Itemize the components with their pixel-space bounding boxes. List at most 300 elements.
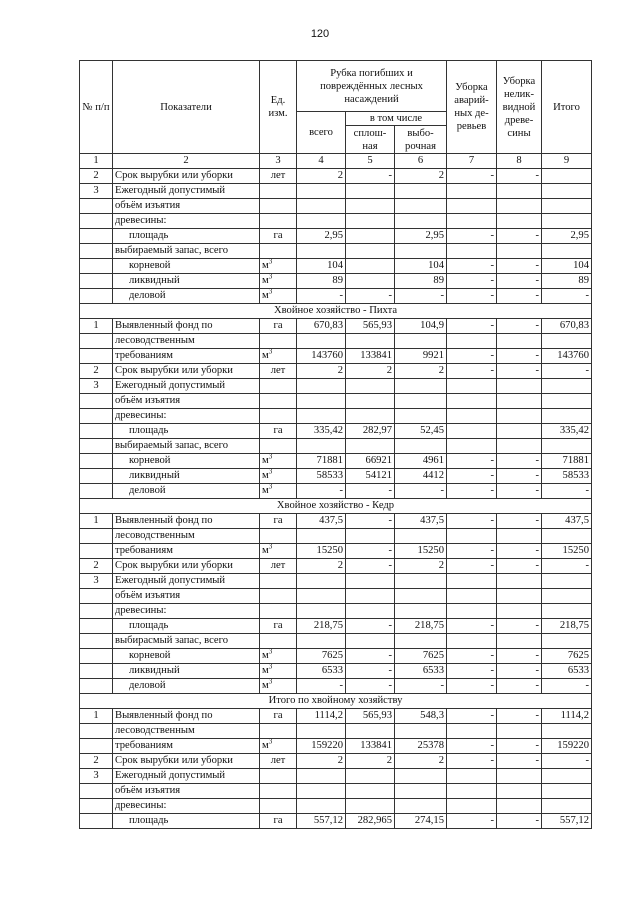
value-cell: 670,83 bbox=[542, 319, 592, 334]
value-cell: 7625 bbox=[395, 649, 447, 664]
indicator-cell: древесины: bbox=[113, 409, 260, 424]
value-cell bbox=[542, 394, 592, 409]
table-row bbox=[80, 469, 592, 484]
value-cell: - bbox=[497, 679, 542, 694]
value-cell: 437,5 bbox=[395, 514, 447, 529]
value-cell bbox=[297, 574, 346, 589]
unit-cell: лет bbox=[260, 754, 297, 769]
value-cell: 15250 bbox=[395, 544, 447, 559]
forest-harvest-table bbox=[79, 60, 592, 829]
value-cell: - bbox=[447, 619, 497, 634]
value-cell: 2,95 bbox=[297, 229, 346, 244]
value-cell: - bbox=[395, 679, 447, 694]
value-cell: - bbox=[497, 619, 542, 634]
indicator-cell: объём изъятия bbox=[113, 199, 260, 214]
value-cell bbox=[542, 379, 592, 394]
row-number-cell bbox=[80, 664, 113, 679]
unit-cell: га bbox=[260, 424, 297, 439]
value-cell bbox=[395, 529, 447, 544]
indicator-cell: требованиям bbox=[113, 544, 260, 559]
value-cell: 89 bbox=[542, 274, 592, 289]
table-row bbox=[80, 724, 592, 739]
value-cell bbox=[395, 214, 447, 229]
indicator-cell: Срок вырубки или уборки bbox=[113, 559, 260, 574]
unit-cell bbox=[260, 199, 297, 214]
value-cell: - bbox=[447, 229, 497, 244]
indicator-cell: Ежегодный допустимый bbox=[113, 184, 260, 199]
value-cell: - bbox=[497, 664, 542, 679]
value-cell bbox=[346, 409, 395, 424]
unit-cell bbox=[260, 724, 297, 739]
row-number-cell bbox=[80, 214, 113, 229]
value-cell: 557,12 bbox=[542, 814, 592, 829]
table-row bbox=[80, 274, 592, 289]
value-cell bbox=[497, 769, 542, 784]
value-cell bbox=[346, 244, 395, 259]
value-cell: 2 bbox=[395, 364, 447, 379]
value-cell: - bbox=[497, 229, 542, 244]
indicator-cell: лесоводственным bbox=[113, 334, 260, 349]
value-cell bbox=[497, 199, 542, 214]
value-cell: - bbox=[497, 349, 542, 364]
unit-cell bbox=[260, 664, 297, 679]
value-cell bbox=[395, 439, 447, 454]
unit-cell: га bbox=[260, 229, 297, 244]
unit-cell bbox=[260, 679, 297, 694]
value-cell bbox=[542, 244, 592, 259]
value-cell bbox=[447, 214, 497, 229]
value-cell: - bbox=[447, 319, 497, 334]
header-num: № п/п bbox=[80, 61, 113, 154]
value-cell: 143760 bbox=[542, 349, 592, 364]
value-cell bbox=[497, 799, 542, 814]
unit-cell: лет bbox=[260, 364, 297, 379]
unit-cell bbox=[260, 469, 297, 484]
value-cell: - bbox=[447, 469, 497, 484]
value-cell bbox=[497, 334, 542, 349]
value-cell bbox=[346, 334, 395, 349]
header-emergency: Уборка аварий- ных де- ревьев bbox=[447, 61, 497, 154]
value-cell: - bbox=[497, 169, 542, 184]
unit-cell bbox=[260, 409, 297, 424]
indicator-cell: Срок вырубки или уборки bbox=[113, 754, 260, 769]
row-number-cell bbox=[80, 529, 113, 544]
value-cell bbox=[447, 379, 497, 394]
value-cell bbox=[297, 529, 346, 544]
row-number-cell bbox=[80, 229, 113, 244]
value-cell: 282,97 bbox=[346, 424, 395, 439]
value-cell bbox=[542, 769, 592, 784]
value-cell: - bbox=[497, 754, 542, 769]
value-cell: - bbox=[497, 814, 542, 829]
unit-cell: га bbox=[260, 709, 297, 724]
unit-cell bbox=[260, 544, 297, 559]
table-row bbox=[80, 739, 592, 754]
unit-cell bbox=[260, 274, 297, 289]
value-cell: 71881 bbox=[542, 454, 592, 469]
indicator-cell: выбираемый запас, всего bbox=[113, 439, 260, 454]
unit-cell bbox=[260, 214, 297, 229]
indicator-cell: объём изъятия bbox=[113, 589, 260, 604]
value-cell: 335,42 bbox=[542, 424, 592, 439]
value-cell bbox=[346, 634, 395, 649]
value-cell bbox=[346, 724, 395, 739]
row-number-cell bbox=[80, 544, 113, 559]
table-row bbox=[80, 379, 592, 394]
row-number-cell bbox=[80, 589, 113, 604]
unit-m: м bbox=[262, 665, 269, 676]
page-number: 120 bbox=[310, 28, 330, 40]
indicator-cell: корневой bbox=[113, 454, 260, 469]
value-cell bbox=[395, 784, 447, 799]
value-cell bbox=[346, 769, 395, 784]
value-cell: - bbox=[542, 559, 592, 574]
unit-cell bbox=[260, 349, 297, 364]
table-row bbox=[80, 424, 592, 439]
row-number-cell: 2 bbox=[80, 754, 113, 769]
value-cell bbox=[447, 589, 497, 604]
value-cell bbox=[395, 769, 447, 784]
value-cell: 2 bbox=[395, 559, 447, 574]
value-cell bbox=[447, 424, 497, 439]
value-cell: 565,93 bbox=[346, 319, 395, 334]
row-number-cell: 2 bbox=[80, 559, 113, 574]
value-cell: 159220 bbox=[542, 739, 592, 754]
unit-cube: 3 bbox=[268, 663, 273, 671]
value-cell: 2 bbox=[395, 754, 447, 769]
value-cell bbox=[395, 634, 447, 649]
indicator-cell: выбирасмый запас, всего bbox=[113, 634, 260, 649]
value-cell: 437,5 bbox=[297, 514, 346, 529]
value-cell: - bbox=[447, 664, 497, 679]
value-cell bbox=[346, 604, 395, 619]
value-cell bbox=[297, 409, 346, 424]
value-cell: 2 bbox=[297, 754, 346, 769]
value-cell: - bbox=[542, 289, 592, 304]
value-cell: - bbox=[542, 754, 592, 769]
value-cell: 54121 bbox=[346, 469, 395, 484]
table-row bbox=[80, 409, 592, 424]
unit-m: м bbox=[262, 290, 269, 301]
table-row bbox=[80, 784, 592, 799]
value-cell: - bbox=[447, 754, 497, 769]
value-cell bbox=[395, 589, 447, 604]
unit-cell bbox=[260, 649, 297, 664]
unit-cube: 3 bbox=[268, 738, 273, 746]
unit-cell bbox=[260, 784, 297, 799]
value-cell: - bbox=[447, 709, 497, 724]
table-row bbox=[80, 529, 592, 544]
row-number-cell bbox=[80, 454, 113, 469]
value-cell bbox=[297, 199, 346, 214]
value-cell bbox=[542, 589, 592, 604]
value-cell: 159220 bbox=[297, 739, 346, 754]
header-including: в том числе bbox=[346, 112, 447, 126]
value-cell bbox=[395, 379, 447, 394]
value-cell bbox=[497, 574, 542, 589]
section-title: Хвойное хозяйство - Кедр bbox=[80, 499, 592, 514]
header-itogo: Итого bbox=[542, 61, 592, 154]
row-number-cell bbox=[80, 469, 113, 484]
value-cell: - bbox=[447, 559, 497, 574]
indicator-cell: Ежегодный допустимый bbox=[113, 574, 260, 589]
row-number-cell bbox=[80, 289, 113, 304]
value-cell: 2,95 bbox=[542, 229, 592, 244]
row-number-cell bbox=[80, 199, 113, 214]
value-cell bbox=[542, 184, 592, 199]
row-number-cell bbox=[80, 484, 113, 499]
value-cell bbox=[497, 424, 542, 439]
value-cell: - bbox=[297, 484, 346, 499]
value-cell: 15250 bbox=[297, 544, 346, 559]
indicator-cell: выбираемый запас, всего bbox=[113, 244, 260, 259]
value-cell bbox=[497, 184, 542, 199]
value-cell: - bbox=[497, 319, 542, 334]
row-number-cell bbox=[80, 799, 113, 814]
indicator-cell: Ежегодный допустимый bbox=[113, 769, 260, 784]
column-number: 9 bbox=[542, 154, 592, 169]
value-cell bbox=[395, 409, 447, 424]
value-cell: - bbox=[346, 619, 395, 634]
indicator-cell: ликвидный bbox=[113, 274, 260, 289]
value-cell: - bbox=[447, 649, 497, 664]
row-number-cell: 1 bbox=[80, 709, 113, 724]
value-cell: - bbox=[346, 514, 395, 529]
row-number-cell: 2 bbox=[80, 169, 113, 184]
row-number-cell bbox=[80, 679, 113, 694]
unit-m: м bbox=[262, 470, 269, 481]
table-row bbox=[80, 664, 592, 679]
row-number-cell: 3 bbox=[80, 574, 113, 589]
section-title-row bbox=[80, 694, 592, 709]
header-solid: сплош- ная bbox=[346, 126, 395, 154]
unit-cell bbox=[260, 484, 297, 499]
row-number-cell bbox=[80, 814, 113, 829]
value-cell bbox=[297, 604, 346, 619]
value-cell bbox=[497, 379, 542, 394]
table-row bbox=[80, 649, 592, 664]
row-number-cell: 1 bbox=[80, 319, 113, 334]
value-cell: - bbox=[447, 544, 497, 559]
value-cell: - bbox=[497, 739, 542, 754]
table-row bbox=[80, 289, 592, 304]
value-cell bbox=[346, 379, 395, 394]
value-cell bbox=[297, 394, 346, 409]
value-cell: - bbox=[346, 544, 395, 559]
value-cell bbox=[395, 724, 447, 739]
unit-cell bbox=[260, 604, 297, 619]
value-cell: 1114,2 bbox=[542, 709, 592, 724]
value-cell: - bbox=[497, 709, 542, 724]
value-cell bbox=[297, 244, 346, 259]
value-cell: 71881 bbox=[297, 454, 346, 469]
column-number: 2 bbox=[113, 154, 260, 169]
table-row bbox=[80, 199, 592, 214]
value-cell bbox=[542, 439, 592, 454]
value-cell bbox=[346, 439, 395, 454]
value-cell bbox=[497, 244, 542, 259]
row-number-cell: 3 bbox=[80, 379, 113, 394]
value-cell: - bbox=[447, 679, 497, 694]
unit-cell bbox=[260, 184, 297, 199]
row-number-cell bbox=[80, 634, 113, 649]
value-cell bbox=[395, 799, 447, 814]
unit-cube: 3 bbox=[268, 648, 273, 656]
unit-m: м bbox=[262, 455, 269, 466]
value-cell bbox=[297, 784, 346, 799]
unit-cell: лет bbox=[260, 169, 297, 184]
unit-cube: 3 bbox=[268, 273, 273, 281]
table-body bbox=[80, 154, 592, 829]
value-cell bbox=[447, 244, 497, 259]
value-cell: - bbox=[497, 469, 542, 484]
unit-cell: лет bbox=[260, 559, 297, 574]
indicator-cell: древесины: bbox=[113, 799, 260, 814]
value-cell: 282,965 bbox=[346, 814, 395, 829]
indicator-cell: площадь bbox=[113, 229, 260, 244]
value-cell: - bbox=[497, 514, 542, 529]
table-row bbox=[80, 709, 592, 724]
value-cell: - bbox=[542, 364, 592, 379]
table-row bbox=[80, 514, 592, 529]
row-number-cell bbox=[80, 424, 113, 439]
value-cell: 7625 bbox=[297, 649, 346, 664]
value-cell bbox=[297, 184, 346, 199]
value-cell: 4412 bbox=[395, 469, 447, 484]
value-cell: - bbox=[447, 274, 497, 289]
unit-m: м bbox=[262, 260, 269, 271]
row-number-cell: 1 bbox=[80, 514, 113, 529]
indicator-cell: Выявленный фонд по bbox=[113, 514, 260, 529]
value-cell: - bbox=[447, 739, 497, 754]
value-cell: - bbox=[395, 289, 447, 304]
indicator-cell: лесоводственным bbox=[113, 529, 260, 544]
value-cell bbox=[447, 529, 497, 544]
value-cell bbox=[346, 184, 395, 199]
value-cell: - bbox=[346, 559, 395, 574]
value-cell: 104,9 bbox=[395, 319, 447, 334]
unit-cube: 3 bbox=[268, 288, 273, 296]
value-cell: 52,45 bbox=[395, 424, 447, 439]
value-cell: - bbox=[447, 349, 497, 364]
value-cell: - bbox=[447, 514, 497, 529]
indicator-cell: площадь bbox=[113, 814, 260, 829]
value-cell: 548,3 bbox=[395, 709, 447, 724]
indicator-cell: лесоводственным bbox=[113, 724, 260, 739]
table-row bbox=[80, 544, 592, 559]
unit-cell bbox=[260, 439, 297, 454]
value-cell bbox=[542, 724, 592, 739]
unit-cell bbox=[260, 244, 297, 259]
indicator-cell: Срок вырубки или уборки bbox=[113, 364, 260, 379]
value-cell: 133841 bbox=[346, 349, 395, 364]
indicator-cell: требованиям bbox=[113, 349, 260, 364]
value-cell bbox=[297, 334, 346, 349]
value-cell: 104 bbox=[297, 259, 346, 274]
value-cell bbox=[447, 394, 497, 409]
value-cell bbox=[297, 214, 346, 229]
value-cell: - bbox=[542, 484, 592, 499]
value-cell bbox=[542, 784, 592, 799]
value-cell: 7625 bbox=[542, 649, 592, 664]
unit-cell: га bbox=[260, 514, 297, 529]
value-cell: - bbox=[346, 649, 395, 664]
section-title: Итого по хвойному хозяйству bbox=[80, 694, 592, 709]
value-cell bbox=[542, 529, 592, 544]
value-cell: 2 bbox=[297, 364, 346, 379]
table-row bbox=[80, 814, 592, 829]
unit-cell: га bbox=[260, 619, 297, 634]
value-cell: 2 bbox=[297, 559, 346, 574]
value-cell bbox=[297, 634, 346, 649]
value-cell: 9921 bbox=[395, 349, 447, 364]
unit-cube: 3 bbox=[268, 543, 273, 551]
value-cell: 670,83 bbox=[297, 319, 346, 334]
unit-cell: га bbox=[260, 814, 297, 829]
row-number-cell bbox=[80, 244, 113, 259]
indicator-cell: древесины: bbox=[113, 604, 260, 619]
value-cell: 6533 bbox=[395, 664, 447, 679]
value-cell: 565,93 bbox=[346, 709, 395, 724]
value-cell: 66921 bbox=[346, 454, 395, 469]
value-cell: - bbox=[447, 814, 497, 829]
indicator-cell: Выявленный фонд по bbox=[113, 709, 260, 724]
value-cell: - bbox=[447, 289, 497, 304]
column-number: 6 bbox=[395, 154, 447, 169]
table-row bbox=[80, 484, 592, 499]
section-title-row bbox=[80, 304, 592, 319]
unit-m: м bbox=[262, 275, 269, 286]
unit-cube: 3 bbox=[268, 453, 273, 461]
value-cell bbox=[497, 634, 542, 649]
unit-cell bbox=[260, 529, 297, 544]
row-number-cell bbox=[80, 334, 113, 349]
value-cell bbox=[542, 409, 592, 424]
value-cell: - bbox=[447, 364, 497, 379]
unit-cell bbox=[260, 289, 297, 304]
table-row bbox=[80, 334, 592, 349]
value-cell: - bbox=[497, 274, 542, 289]
value-cell bbox=[447, 799, 497, 814]
value-cell bbox=[447, 784, 497, 799]
row-number-cell bbox=[80, 619, 113, 634]
indicator-cell: объём изъятия bbox=[113, 784, 260, 799]
table-row bbox=[80, 619, 592, 634]
value-cell: 104 bbox=[395, 259, 447, 274]
value-cell: - bbox=[447, 169, 497, 184]
value-cell: - bbox=[447, 259, 497, 274]
value-cell: - bbox=[346, 484, 395, 499]
unit-m: м bbox=[262, 350, 269, 361]
row-number-cell bbox=[80, 349, 113, 364]
indicator-cell: корневой bbox=[113, 649, 260, 664]
value-cell: 25378 bbox=[395, 739, 447, 754]
unit-cell bbox=[260, 394, 297, 409]
value-cell bbox=[497, 409, 542, 424]
table-row bbox=[80, 319, 592, 334]
unit-cube: 3 bbox=[268, 678, 273, 686]
row-number-cell bbox=[80, 394, 113, 409]
column-number: 8 bbox=[497, 154, 542, 169]
indicator-cell: корневой bbox=[113, 259, 260, 274]
value-cell bbox=[447, 634, 497, 649]
row-number-cell bbox=[80, 439, 113, 454]
indicator-cell: деловой bbox=[113, 679, 260, 694]
value-cell: - bbox=[297, 289, 346, 304]
value-cell bbox=[395, 199, 447, 214]
table-row bbox=[80, 184, 592, 199]
unit-cell bbox=[260, 574, 297, 589]
